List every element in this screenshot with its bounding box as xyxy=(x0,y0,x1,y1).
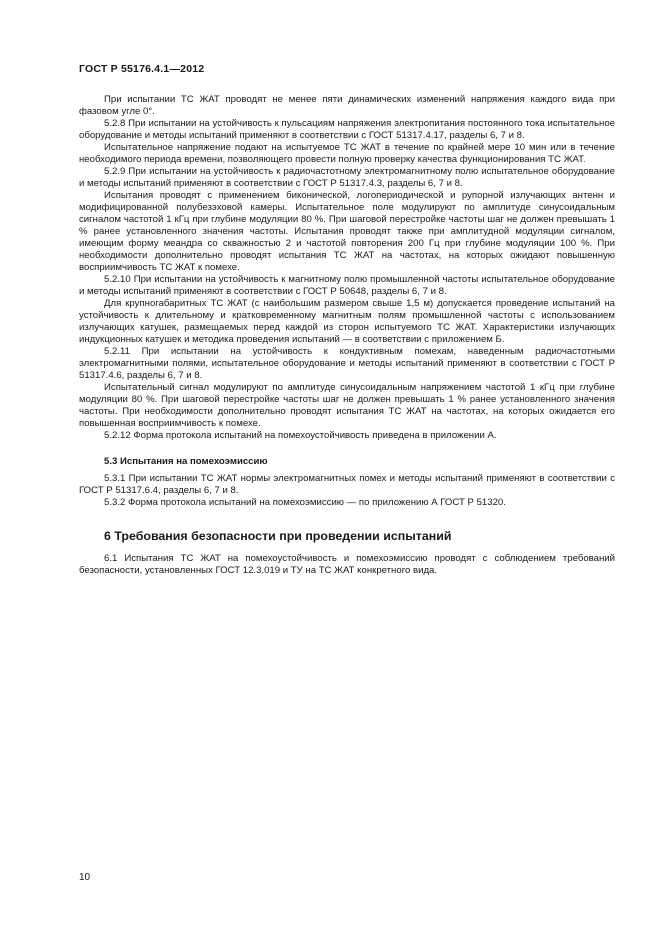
paragraph: Испытательное напряжение подают на испытуемое ТС ЖАТ в течение по крайней мере 10 мин или в течение необходимого периода времени, позволяющего провести полную проверку качества функционирования ТС ЖАТ. xyxy=(79,142,615,165)
paragraph: Испытания проводят с применением биконической, логопериодической и рупорной излучающих антенн и модифицированной полубезэховой камеры. Испытательное поле модулируют по амплитуде синусоидальным сигналом частотой 1 кГц при глубине модуляции 80 %. При шаговой перестройке частоты шаг не должен превышать 1 % ранее установленного значения частоты. Испытания проводят также при амплитудной модуляции сигналом, имеющим форму меандра со скважностью 2 и частотой повторения 200 Гц при глубине модуляции 100 %. При необходимости дополнительно проводят испытания ТС ЖАТ на частотах, на которых ожидают повышенную восприимчивость ТС ЖАТ к помехе. xyxy=(79,190,615,273)
paragraph-5-2-12: 5.2.12 Форма протокола испытаний на помехоустойчивость приведена в приложении А. xyxy=(104,430,497,441)
paragraph-5-3-1: 5.3.1 При испытании ТС ЖАТ нормы электромагнитных помех и методы испытаний применяют в соответствии с ГОСТ Р 51317.6.4, разделы 6, 7 и 8. xyxy=(79,473,615,496)
section-heading-6: 6 Требования безопасности при проведении испытаний xyxy=(104,529,452,543)
paragraph-5-2-11: 5.2.11 При испытании на устойчивость к кондуктивным помехам, наведенным радиочастотными электромагнитными полями, испытательное оборудование и методы испытаний применяют в соответствии с ГОСТ Р 51317.4.6, разделы 6, 7 и 8. xyxy=(79,346,615,381)
paragraph: Для крупногабаритных ТС ЖАТ (с наибольшим размером свыше 1,5 м) допускается проведение испытаний на устойчивость к длительному и кратковременному магнитным полям промышленной частоты с использованием излучающих катушек, размещаемых перед каждой из сторон испытуемого ТС ЖАТ. Характеристики излучающих индукционных катушек и методика проведения испытаний — в соответствии с приложением Б. xyxy=(79,298,615,345)
paragraph-5-2-8: 5.2.8 При испытании на устойчивость к пульсациям напряжения электропитания постоянного тока испытательное оборудование и методы испытаний применяют в соответствии с ГОСТ 51317.4.17, разделы 6, 7 и 8. xyxy=(79,118,615,141)
paragraph-5-2-10: 5.2.10 При испытании на устойчивость к магнитному полю промышленной частоты испытательное оборудование и методы испытаний применяют в соответствии с ГОСТ Р 50648, разделы 6, 7 и 8. xyxy=(79,274,615,297)
document-code: ГОСТ Р 55176.4.1—2012 xyxy=(79,63,205,75)
paragraph-5-3-2: 5.3.2 Форма протокола испытаний на помехоэмиссию — по приложению А ГОСТ Р 51320. xyxy=(104,497,506,508)
paragraph-6-1: 6.1 Испытания ТС ЖАТ на помехоустойчивость и помехоэмиссию проводят с соблюдением требований безопасности, установленных ГОСТ 12.3.019 и ТУ на ТС ЖАТ конкретного вида. xyxy=(79,553,615,576)
paragraph-5-2-9: 5.2.9 При испытании на устойчивость к радиочастотному электромагнитному полю испытательное оборудование и методы испытаний применяют в соответствии с ГОСТ Р 51317.4.3, разделы 6, 7 и 8. xyxy=(79,166,615,189)
page-number: 10 xyxy=(79,872,91,883)
paragraph: При испытании ТС ЖАТ проводят не менее пяти динамических изменений напряжения каждого вида при фазовом угле 0°. xyxy=(79,94,615,117)
paragraph: Испытательный сигнал модулируют по амплитуде синусоидальным напряжением частотой 1 кГц при глубине модуляции 80 %. При шаговой перестройке частоты шаг не должен превышать 1 % ранее установленного значения частоты. При необходимости дополнительно проводят испытания ТС ЖАТ на частотах, на которых ожидается его повышенная восприимчивость к помехе. xyxy=(79,382,615,429)
document-body xyxy=(79,94,615,577)
subsection-heading-5-3: 5.3 Испытания на помехоэмиссию xyxy=(104,456,268,467)
